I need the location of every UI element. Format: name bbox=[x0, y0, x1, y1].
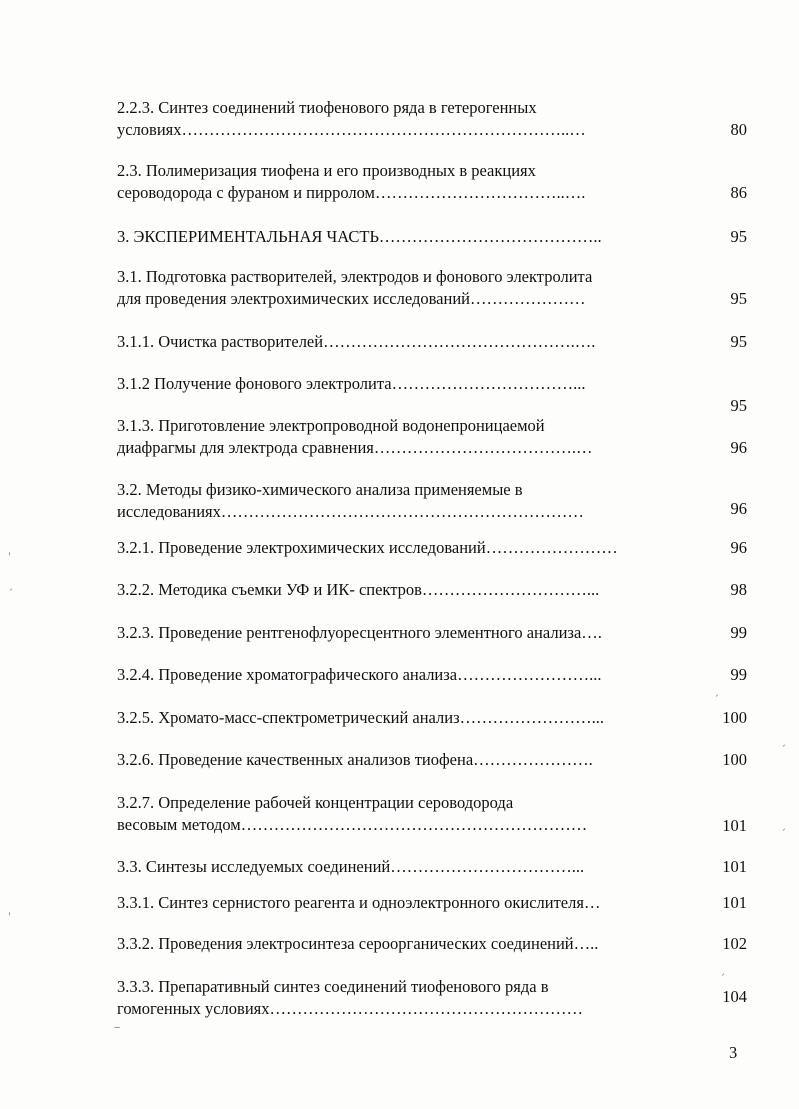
toc-entry-title: гомогенных условиях………………………………………………… bbox=[117, 999, 583, 1018]
toc-entry-title: исследованиях………………………………………………………… bbox=[117, 502, 584, 521]
toc-entry-title: 3.3. Синтезы исследуемых соединений……………………………... bbox=[117, 857, 585, 876]
toc-page-number: 102 bbox=[722, 934, 747, 953]
toc-page-number: 95 bbox=[730, 396, 747, 415]
toc-entry-title: 3.2.4. Проведение хроматографического анализа……………………... bbox=[117, 665, 602, 684]
toc-page-number: 101 bbox=[722, 857, 747, 876]
toc-entry-title: 3.1.1. Очистка растворителей……………………………………….…. bbox=[117, 332, 596, 351]
toc-page-number: 101 bbox=[722, 816, 747, 835]
scan-speck: ˏ bbox=[781, 736, 786, 747]
toc-entry-title: 3.2.7. Определение рабочей концентрации сероводорода bbox=[117, 793, 514, 812]
toc-page-number: 101 bbox=[722, 893, 747, 912]
toc-page-number: 86 bbox=[730, 183, 747, 202]
toc-page-number: 98 bbox=[730, 580, 747, 599]
toc-entry-title: сероводорода с фураном и пирролом……………………………..…. bbox=[117, 183, 586, 202]
toc-entry-title: 3.2.3. Проведение рентгенофлуоресцентного элементного анализа…. bbox=[117, 623, 602, 642]
toc-entry-title: 3.3.1. Синтез сернистого реагента и одноэлектронного окислителя… bbox=[117, 893, 601, 912]
toc-entry-title: 3.3.3. Препаративный синтез соединений тиофенового ряда в bbox=[117, 977, 549, 996]
toc-page-number: 100 bbox=[722, 708, 747, 727]
toc-page-number: 100 bbox=[722, 750, 747, 769]
scan-speck: ˏ bbox=[8, 580, 13, 591]
page-number: 3 bbox=[729, 1043, 738, 1062]
scan-speck: ˏ bbox=[714, 686, 719, 697]
toc-page-number: 104 bbox=[722, 987, 747, 1006]
toc-entry-title: 3.1.3. Приготовление электропроводной водонепроницаемой bbox=[117, 416, 545, 435]
toc-entry-title: для проведения электрохимических исследований………………… bbox=[117, 289, 586, 308]
toc-entry-title: 3.1.2 Получение фонового электролита……………………………... bbox=[117, 374, 586, 393]
toc-entry-title: 3.2.2. Методика съемки УФ и ИК- спектров…………………………... bbox=[117, 580, 600, 599]
toc-page-number: 80 bbox=[730, 120, 747, 139]
toc-page-number: 95 bbox=[730, 332, 747, 351]
toc-page-number: 96 bbox=[730, 438, 747, 457]
toc-entry-title: 2.3. Полимеризация тиофена и его производных в реакциях bbox=[117, 161, 536, 180]
toc-entry-title: весовым методом……………………………………………………… bbox=[117, 815, 588, 834]
scan-speck: ˏ bbox=[781, 820, 786, 831]
toc-entry-title: 3.2.1. Проведение электрохимических исследований…………………… bbox=[117, 538, 618, 557]
toc-entry-title: 3.2.5. Хромато-масс-спектрометрический анализ……………………... bbox=[117, 708, 604, 727]
toc-page-number: 99 bbox=[730, 623, 747, 642]
toc-page-number: 96 bbox=[730, 499, 747, 518]
toc-page-number: 95 bbox=[730, 227, 747, 246]
scan-speck: ˈ bbox=[8, 552, 11, 563]
toc-page-number: 99 bbox=[730, 665, 747, 684]
toc-entry-title: 3.1. Подготовка растворителей, электродов и фонового электролита bbox=[117, 267, 593, 286]
toc-entry-title: 3. ЭКСПЕРИМЕНТАЛЬНАЯ ЧАСТЬ………………………………….. bbox=[117, 227, 602, 246]
toc-entry-title: диафрагмы для электрода сравнения……………………………….… bbox=[117, 438, 593, 457]
scan-speck: ˏ bbox=[720, 965, 725, 976]
toc-entry-title: 3.3.2. Проведения электросинтеза сероорганических соединений….. bbox=[117, 934, 599, 953]
scan-speck: ˈ bbox=[8, 912, 11, 923]
toc-page-number: 95 bbox=[730, 289, 747, 308]
toc-page-number: 96 bbox=[730, 538, 747, 557]
scan-speck: ‒ bbox=[114, 1022, 121, 1033]
toc-entry-title: условиях……………………………………………………………..… bbox=[117, 120, 586, 139]
toc-entry-title: 3.2.6. Проведение качественных анализов тиофена…………………. bbox=[117, 750, 593, 769]
toc-entry-title: 3.2. Методы физико-химического анализа применяемые в bbox=[117, 480, 523, 499]
toc-entry-title: 2.2.3. Синтез соединений тиофенового ряда в гетерогенных bbox=[117, 98, 537, 117]
